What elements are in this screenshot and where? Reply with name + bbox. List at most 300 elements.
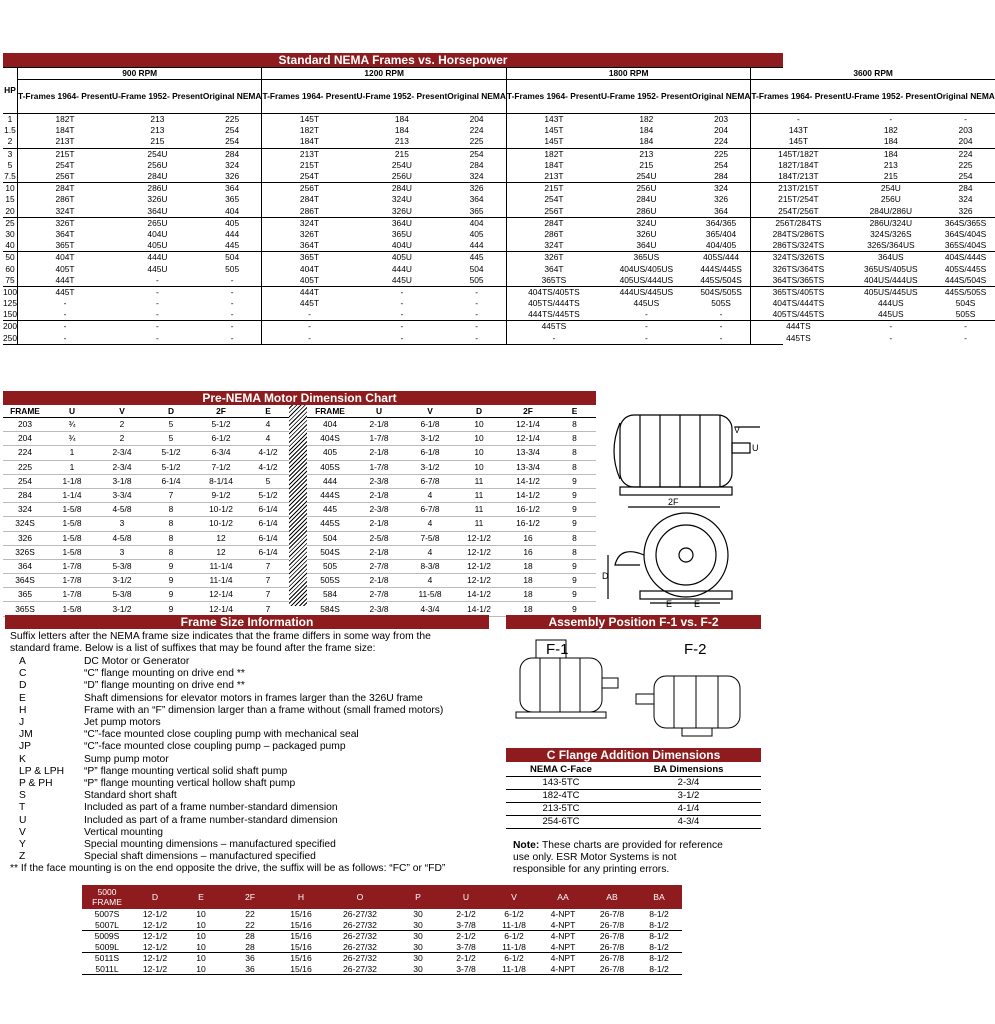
- frame-cell: -: [230, 298, 234, 309]
- suffix-description: “D” flange mounting on drive end **: [84, 680, 245, 692]
- f5000-cell: 3-7/8: [442, 942, 490, 953]
- prenema-row: [307, 559, 596, 573]
- prenema-col-header: FRAME: [307, 405, 353, 418]
- col-header-tframe: T-Frames 1964- Present: [751, 80, 846, 114]
- cflange-cell: 2-3/4: [616, 777, 761, 790]
- prenema-frame: 254: [3, 474, 47, 488]
- prenema-row: [307, 432, 596, 446]
- frame-cell: 182T/184T: [751, 160, 846, 171]
- col-header-tframe: T-Frames 1964- Present: [262, 80, 357, 114]
- f5000-row: [82, 942, 682, 953]
- frame-cell: 365/404: [705, 228, 737, 239]
- frame-cell: -: [751, 114, 846, 126]
- prenema-frame: 405: [307, 446, 353, 460]
- frame-cell: 182T: [17, 114, 112, 126]
- suffix-description: Included as part of a frame number-standard dimension: [84, 802, 338, 814]
- frame-cell: 143T: [506, 114, 601, 126]
- f5000-row: [82, 931, 682, 942]
- prenema-frame: 324: [3, 503, 47, 517]
- frame-cell: 444T: [17, 275, 112, 287]
- prenema-cell: 4: [405, 574, 455, 588]
- suffix-row: [0, 754, 500, 766]
- frame-cell: 254U: [147, 148, 168, 159]
- frame-cell: 265U: [147, 217, 168, 228]
- prenema-cell: 9: [147, 588, 195, 602]
- prenema-row: [307, 517, 596, 531]
- frame-cell: 445TS: [751, 333, 846, 344]
- frame-cell: 184: [883, 148, 898, 159]
- prenema-cell: 12-1/2: [455, 559, 503, 573]
- frame-cell: 203: [714, 114, 729, 125]
- frame-cell: 445U: [357, 275, 448, 287]
- cflange-col-header: NEMA C-Face: [506, 762, 616, 777]
- cflange-cell: 254-6TC: [506, 816, 616, 829]
- frame-cell: 445: [203, 240, 262, 252]
- frame-cell: 324U: [391, 194, 412, 205]
- hp-table-row: [3, 206, 995, 218]
- prenema-frame: 364S: [3, 574, 47, 588]
- prenema-cell: 2-7/8: [353, 559, 405, 573]
- hp-table-row: [3, 217, 995, 229]
- suffix-description: “C”-face mounted close coupling pump with mechanical seal: [84, 729, 359, 741]
- prenema-cell: 8: [553, 432, 596, 446]
- prenema-cell: 12-1/4: [195, 588, 247, 602]
- prenema-cell: 4: [247, 432, 289, 446]
- frame-cell: 364US: [878, 252, 904, 263]
- prenema-frame: 326S: [3, 545, 47, 559]
- prenema-cell: 6-7/8: [405, 503, 455, 517]
- prenema-cell: 13-3/4: [503, 446, 553, 460]
- prenema-cell: 4: [405, 545, 455, 559]
- cflange-title: C Flange Addition Dimensions: [506, 748, 761, 762]
- prenema-frame: 204: [3, 432, 47, 446]
- prenema-cell: 1-5/8: [47, 517, 97, 531]
- frame-cell: 405TS/444TS: [506, 298, 601, 309]
- rpm-group-header: 1200 RPM: [262, 68, 506, 80]
- frame-cell: 254T/256T: [751, 206, 846, 218]
- col-header-orig: Original NEMA: [203, 80, 262, 114]
- prenema-cell: 7-1/2: [195, 460, 247, 474]
- frame-cell: 286T: [506, 229, 601, 240]
- prenema-cell: 8: [147, 545, 195, 559]
- frame-cell: 284TS/286TS: [751, 229, 846, 240]
- frame-cell: 326TS/364TS: [751, 263, 846, 274]
- prenema-cell: 8: [147, 531, 195, 545]
- f5000-col-header: P: [394, 885, 442, 909]
- prenema-cell: 8: [147, 503, 195, 517]
- frame-cell: -: [475, 321, 478, 332]
- prenema-cell: 13-3/4: [503, 460, 553, 474]
- frame-cell: 182T: [506, 148, 601, 160]
- suffix-description: “C” flange mounting on drive end **: [84, 668, 245, 680]
- frame-cell: 254U: [880, 183, 901, 194]
- framesize-intro: [10, 631, 500, 655]
- prenema-cell: 8-1/14: [195, 474, 247, 488]
- frame-cell: 365TS: [506, 275, 601, 287]
- prenema-frame: 365S: [3, 602, 47, 616]
- prenema-cell: 5-3/8: [97, 559, 147, 573]
- prenema-cell: 4-5/8: [97, 531, 147, 545]
- frame-cell: 184: [394, 125, 409, 136]
- prenema-cell: 3-1/2: [97, 602, 147, 616]
- suffix-code: Y: [19, 839, 26, 850]
- col-header-orig: Original NEMA: [692, 80, 751, 114]
- disclaimer-note: [513, 840, 763, 876]
- col-header-uframe: U-Frame 1952- Present: [112, 80, 203, 114]
- hp-value: 1.5: [4, 125, 16, 136]
- prenema-cell: 7: [247, 602, 289, 616]
- frame-cell: -: [156, 332, 159, 343]
- prenema-right-container: [307, 405, 596, 617]
- prenema-cell: 8: [553, 446, 596, 460]
- hp-table-row: [3, 298, 995, 309]
- frame-cell: 444: [447, 240, 506, 252]
- prenema-row: [307, 545, 596, 559]
- prenema-frame: 405S: [307, 460, 353, 474]
- assembly-diagram: [506, 630, 761, 740]
- hp-value: 20: [3, 206, 17, 218]
- f5000-cell: 26-27/32: [326, 942, 394, 953]
- frame-cell: 404/405: [692, 240, 751, 252]
- prenema-row: [307, 460, 596, 474]
- prenema-cell: 1-7/8: [353, 432, 405, 446]
- prenema-cell: 6-1/8: [405, 418, 455, 432]
- hp-value: 75: [3, 275, 17, 287]
- frame-cell: 365S/404S: [936, 240, 995, 252]
- prenema-cell: 12: [195, 545, 247, 559]
- f5000-cell: 26-27/32: [343, 931, 377, 942]
- prenema-cell: 3-3/4: [97, 488, 147, 502]
- suffix-row: [0, 790, 500, 802]
- note-label: Note:: [513, 840, 540, 851]
- frame-cell: -: [506, 333, 601, 344]
- prenema-row: [3, 432, 289, 446]
- f5000-cell: 12-1/2: [142, 931, 168, 942]
- frame-cell: 284T: [262, 194, 357, 205]
- f5000-frame: 5009S: [94, 931, 120, 942]
- suffix-row: [0, 851, 500, 863]
- f5000-cell: 11-1/8: [490, 920, 538, 931]
- f5000-col-header: O: [326, 885, 394, 909]
- prenema-cell: 5: [247, 474, 289, 488]
- frame-cell: 256T: [262, 183, 357, 195]
- suffix-code: C: [19, 668, 27, 680]
- frame-cell: 204: [714, 125, 729, 136]
- frame-cell: 365: [447, 206, 506, 218]
- hp-value: 10: [5, 183, 15, 194]
- prenema-frame: 284: [3, 488, 47, 502]
- frame-cell: -: [230, 332, 234, 343]
- f5000-cell: 26-27/32: [326, 964, 394, 975]
- suffix-row: [0, 839, 500, 851]
- f5000-cell: 10: [178, 964, 224, 975]
- prenema-row: [307, 588, 596, 602]
- diagram-label-e-right: E: [694, 599, 701, 609]
- prenema-cell: 18: [503, 588, 553, 602]
- frame-cell: 445TS: [506, 321, 601, 333]
- prenema-col-header: D: [455, 405, 503, 418]
- suffix-row: [0, 680, 500, 692]
- prenema-frame: 504: [307, 531, 353, 545]
- prenema-row: [3, 517, 289, 531]
- frame-cell: 364T: [506, 263, 601, 274]
- frame-cell: 445T: [17, 286, 112, 298]
- f5000-col-header: BA: [636, 885, 682, 909]
- frame-cell: 204: [469, 114, 484, 125]
- frame-cell: 213T: [506, 171, 601, 183]
- frame-cell: 444US/445US: [619, 286, 674, 297]
- prenema-cell: 14-1/2: [455, 588, 503, 602]
- prenema-cell: 4: [405, 517, 455, 531]
- assembly-label-f2: F-2: [684, 641, 707, 658]
- frame-cell: 213T/215T: [751, 183, 846, 195]
- frame-cell: 284: [692, 171, 751, 183]
- prenema-cell: 7-5/8: [405, 531, 455, 545]
- frame-cell: 184T/213T: [751, 171, 846, 183]
- prenema-cell: 5-1/2: [147, 446, 195, 460]
- f5000-cell: 3-7/8: [442, 920, 490, 931]
- frame-cell: 324S/326S: [870, 228, 912, 239]
- frame-cell: -: [156, 321, 159, 332]
- frame-cell: -: [17, 309, 112, 321]
- prenema-cell: 10: [455, 418, 503, 432]
- f5000-col-header: AA: [538, 885, 588, 909]
- f5000-cell: 8-1/2: [649, 909, 669, 920]
- col-header-uframe: U-Frame 1952- Present: [601, 80, 692, 114]
- prenema-cell: 2-3/8: [353, 474, 405, 488]
- prenema-col-header: V: [405, 405, 455, 418]
- suffix-row: [0, 656, 500, 668]
- prenema-cell: 1-1/8: [47, 474, 97, 488]
- prenema-frame: 365: [3, 588, 47, 602]
- f5000-row: [82, 953, 682, 964]
- frame-cell: 215: [845, 171, 936, 183]
- cflange-table: [506, 762, 761, 829]
- frame-cell: 284: [225, 148, 240, 159]
- prenema-cell: 11-1/4: [195, 574, 247, 588]
- frame-cell: 405U: [391, 252, 412, 263]
- cflange-cell: 182-4TC: [506, 790, 616, 803]
- prenema-cell: 3-1/2: [405, 460, 455, 474]
- prenema-right-table: [307, 405, 596, 617]
- f5000-cell: 2-1/2: [456, 953, 476, 964]
- prenema-left-container: [3, 405, 289, 617]
- frame-cell: -: [400, 332, 404, 343]
- prenema-cell: 1-7/8: [47, 588, 97, 602]
- prenema-cell: 8: [553, 418, 596, 432]
- suffix-description: “P” flange mounting vertical solid shaft pump: [84, 765, 288, 777]
- frame-cell: 444U: [147, 252, 168, 263]
- prenema-cell: 1-7/8: [47, 574, 97, 588]
- f5000-cell: 26-27/32: [343, 909, 377, 920]
- prenema-row: [3, 503, 289, 517]
- prenema-cell: 5-3/8: [97, 588, 147, 602]
- f5000-cell: 12-1/2: [132, 964, 178, 975]
- frame-cell: 364T: [262, 240, 357, 252]
- frame-cell: 364S/404S: [944, 228, 987, 239]
- frame-cell: 184: [394, 114, 409, 125]
- suffix-code: LP & LPH: [19, 765, 65, 777]
- frame-cell: 405T: [262, 275, 357, 287]
- hp-value: 30: [5, 228, 15, 239]
- frame-cell: 404S/444S: [944, 252, 987, 263]
- hp-value: 200: [3, 321, 17, 332]
- f5000-cell: 11-1/8: [490, 964, 538, 975]
- prenema-cell: 9: [553, 517, 596, 531]
- note-line1: These charts are provided for reference: [539, 840, 723, 851]
- f5000-cell: 8-1/2: [649, 931, 669, 942]
- frame-cell: -: [889, 332, 893, 343]
- prenema-cell: 1-5/8: [47, 503, 97, 517]
- frame-cell: -: [112, 309, 203, 321]
- cflange-row: [506, 803, 761, 816]
- frame-cell: 286U: [147, 183, 168, 194]
- prenema-cell: 6-3/4: [195, 446, 247, 460]
- frame-cell: -: [400, 286, 404, 297]
- frame-cell: 225: [958, 159, 973, 170]
- prenema-col-header: D: [147, 405, 195, 418]
- hp-value: 50: [5, 252, 15, 263]
- frame-cell: 184: [601, 136, 692, 148]
- prenema-cell: 5: [147, 432, 195, 446]
- frame-cell: 254: [714, 159, 729, 170]
- cflange-row: [506, 777, 761, 790]
- prenema-cell: 4: [247, 418, 289, 432]
- frame-cell: 445US: [845, 309, 936, 321]
- frame-cell: 504S/505S: [700, 286, 742, 297]
- suffix-row: [0, 729, 500, 741]
- frame-cell: 145T: [506, 136, 601, 148]
- hp-table-row: [3, 183, 995, 195]
- prenema-row: [307, 418, 596, 432]
- frame-cell: 213: [639, 148, 654, 159]
- frame-cell: -: [889, 114, 893, 125]
- f5000-cell: 4-NPT: [550, 931, 576, 942]
- hp-table-row: [3, 160, 995, 171]
- f5000-cell: 28: [224, 942, 276, 953]
- frame-cell: 256U: [357, 171, 448, 183]
- f5000-cell: 4-NPT: [550, 909, 576, 920]
- prenema-cell: 7: [247, 588, 289, 602]
- frame-cell: 213: [357, 136, 448, 148]
- hp-table-row: [3, 136, 995, 148]
- hp-table-row: [3, 333, 995, 344]
- suffix-row: [0, 778, 500, 790]
- frame-cell: 444TS/445TS: [506, 309, 601, 321]
- frame-cell: 504S: [955, 298, 976, 309]
- prenema-cell: 2: [97, 418, 147, 432]
- prenema-cell: 8: [553, 460, 596, 474]
- prenema-cell: 2-1/8: [353, 574, 405, 588]
- prenema-row: [307, 474, 596, 488]
- prenema-col-header: U: [47, 405, 97, 418]
- frame-cell: -: [644, 332, 648, 343]
- framesize-intro-line1: Suffix letters after the NEMA frame size indicates that the frame differs in some way from the: [10, 631, 431, 642]
- frame-cell: -: [447, 309, 506, 321]
- prenema-cell: 4-5/8: [97, 503, 147, 517]
- prenema-frame: 505S: [307, 574, 353, 588]
- prenema-cell: 14-1/2: [455, 602, 503, 616]
- suffix-code: E: [19, 692, 26, 704]
- prenema-cell: 10: [455, 446, 503, 460]
- frame-cell: 225: [447, 136, 506, 148]
- prenema-row: [3, 488, 289, 502]
- f5000-frame: 5011L: [82, 964, 132, 975]
- frame-cell: -: [112, 275, 203, 287]
- frame-cell: 184T: [17, 125, 112, 136]
- suffix-description: Shaft dimensions for elevator motors in frames larger than the 326U frame: [84, 692, 423, 704]
- frame-cell: 405TS/445TS: [751, 309, 846, 321]
- f5000-cell: 4-NPT: [538, 964, 588, 975]
- f5000-col-header: E: [178, 885, 224, 909]
- frame-cell: 326: [203, 171, 262, 183]
- f5000-table: [82, 885, 682, 975]
- frame-cell: 364: [225, 183, 240, 194]
- prenema-cell: 12-1/4: [195, 602, 247, 616]
- frame-cell: 256U: [636, 183, 657, 194]
- frame-cell: 286T: [262, 206, 357, 218]
- frame-cell: 324: [447, 171, 506, 183]
- prenema-row: [307, 531, 596, 545]
- frame-cell: 364TS/365TS: [751, 275, 846, 287]
- prenema-cell: 16: [503, 545, 553, 559]
- frame-cell: 324TS/326TS: [751, 252, 846, 264]
- frame-cell: 224: [469, 125, 484, 136]
- prenema-cell: 9-1/2: [195, 488, 247, 502]
- f5000-cell: 26-7/8: [599, 953, 625, 964]
- prenema-cell: 3: [97, 545, 147, 559]
- frame-cell: 326: [714, 194, 729, 205]
- frame-cell: 364U: [391, 217, 412, 228]
- frame-cell: 324U: [636, 217, 657, 228]
- suffix-description: Standard short shaft: [84, 790, 177, 802]
- prenema-cell: 2-1/8: [353, 488, 405, 502]
- col-header-orig: Original NEMA: [447, 80, 506, 114]
- frame-cell: 505: [447, 275, 506, 287]
- prenema-cell: 6-1/4: [147, 474, 195, 488]
- f5000-cell: 30: [394, 942, 442, 953]
- prenema-cell: 2-3/8: [353, 503, 405, 517]
- frame-cell: 405: [225, 217, 240, 228]
- cflange-cell: 213-5TC: [506, 803, 616, 816]
- hp-value: 25: [5, 217, 15, 228]
- prenema-row: [3, 446, 289, 460]
- frame-cell: 365T: [17, 240, 112, 252]
- rpm-group-header: 900 RPM: [17, 68, 261, 80]
- frame-cell: -: [262, 321, 357, 333]
- diagram-label-v: V: [734, 425, 741, 435]
- prenema-cell: 2-1/8: [353, 446, 405, 460]
- f5000-cell: 28: [245, 931, 255, 942]
- prenema-frame: 505: [307, 559, 353, 573]
- frame-cell: 215: [394, 148, 409, 159]
- prenema-cell: 7: [147, 488, 195, 502]
- f5000-cell: 4-NPT: [538, 920, 588, 931]
- diagram-label-e-left: E: [666, 599, 673, 609]
- prenema-cell: 12: [195, 531, 247, 545]
- prenema-cell: 4-1/2: [247, 460, 289, 474]
- f5000-cell: 3-7/8: [442, 964, 490, 975]
- prenema-frame: 404S: [307, 432, 353, 446]
- prenema-cell: 2-1/8: [353, 418, 405, 432]
- frame-cell: 256U: [880, 194, 901, 205]
- frame-cell: 184T: [506, 160, 601, 171]
- prenema-col-header: E: [553, 405, 596, 418]
- prenema-cell: 7: [247, 559, 289, 573]
- prenema-cell: 6-1/4: [247, 503, 289, 517]
- frame-cell: 444S/445S: [700, 263, 742, 274]
- prenema-frame: 225: [3, 460, 47, 474]
